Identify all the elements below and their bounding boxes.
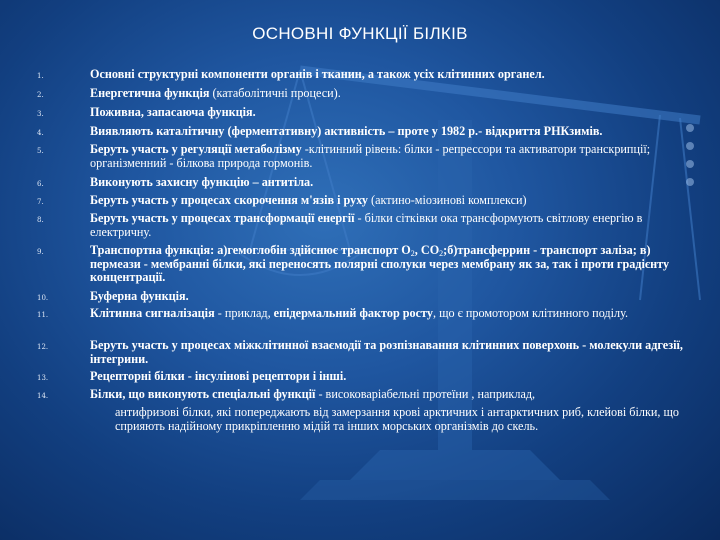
item-text: Виявляють каталітичну (ферментативну) активність – проте у 1982 р.- відкриття РНКзимів. xyxy=(90,124,603,138)
item-number: 12. xyxy=(37,343,49,351)
item-text: Транспортна функція: а)гемоглобін здійснює транспорт $О_2$, $СО_2;б)трансферрин$ - транспорт заліза; в) пермеази - мембранні білки, які переносять полярні сполуки через мембрану як за, так і проти градієнту концентрації. xyxy=(90,243,670,285)
item-number: 9. xyxy=(37,248,44,256)
item-number: 6. xyxy=(37,180,44,188)
item-text: Поживна, запасаюча функція. xyxy=(90,105,256,119)
item-number: 4. xyxy=(37,129,44,137)
item-number: 3. xyxy=(37,110,44,118)
item-text: Клітинна сигналізація - приклад, епідермальний фактор росту, що є промотором клітинного поділу. xyxy=(90,306,629,320)
item-text: Буферна функція. xyxy=(90,289,189,303)
item-14-continuation: антифризові білки, які попереджають від замерзання крові арктичних і антарктичних риб, клейові білки, що сприяють надійному прикріпленню мідій та інших морських організмів до скель. xyxy=(115,405,679,433)
slide-title: ОСНОВНІ ФУНКЦІЇ БІЛКІВ xyxy=(252,24,468,43)
item-text: Беруть участь у процесах міжклітинної взаємодії та розпізнавання клітинних поверхонь - молекули адгезії, інтегрини. xyxy=(90,338,683,366)
item-number: 5. xyxy=(37,147,44,155)
item-number: 13. xyxy=(37,374,49,382)
item-text: Беруть участь у регуляції метаболізму -клітинний рівень: білки - репрессори та активатори транскрипції; організменний - білкова природа гормонів. xyxy=(90,142,651,170)
item-text: Енергетична функція (катаболітичні процеси). xyxy=(90,86,341,100)
item-number: 1. xyxy=(37,72,44,80)
item-text: Білки, що виконують спеціальні функції - високоварiабельнi протеїни , наприклад, xyxy=(90,387,536,401)
item-number: 8. xyxy=(37,216,44,224)
item-text: Рецепторні білки - інсулінові рецептори і інші. xyxy=(90,369,347,383)
item-number: 7. xyxy=(37,198,44,206)
item-text: Беруть участь у процесах трансформації енергії - білки сітківки ока трансформують світлову енергію в електричну. xyxy=(90,211,643,239)
item-number: 2. xyxy=(37,91,44,99)
item-number: 14. xyxy=(37,392,49,400)
item-number: 11. xyxy=(37,311,49,319)
item-text: Беруть участь у процесах скорочення м'язів і руху (актино-міозинові комплекси) xyxy=(90,193,527,207)
item-text: Виконують захисну функцію – антитіла. xyxy=(90,175,314,189)
item-text: Основні структурні компоненти органів і тканин, а також усіх клітинних органел. xyxy=(90,67,545,81)
item-number: 10. xyxy=(37,294,49,302)
